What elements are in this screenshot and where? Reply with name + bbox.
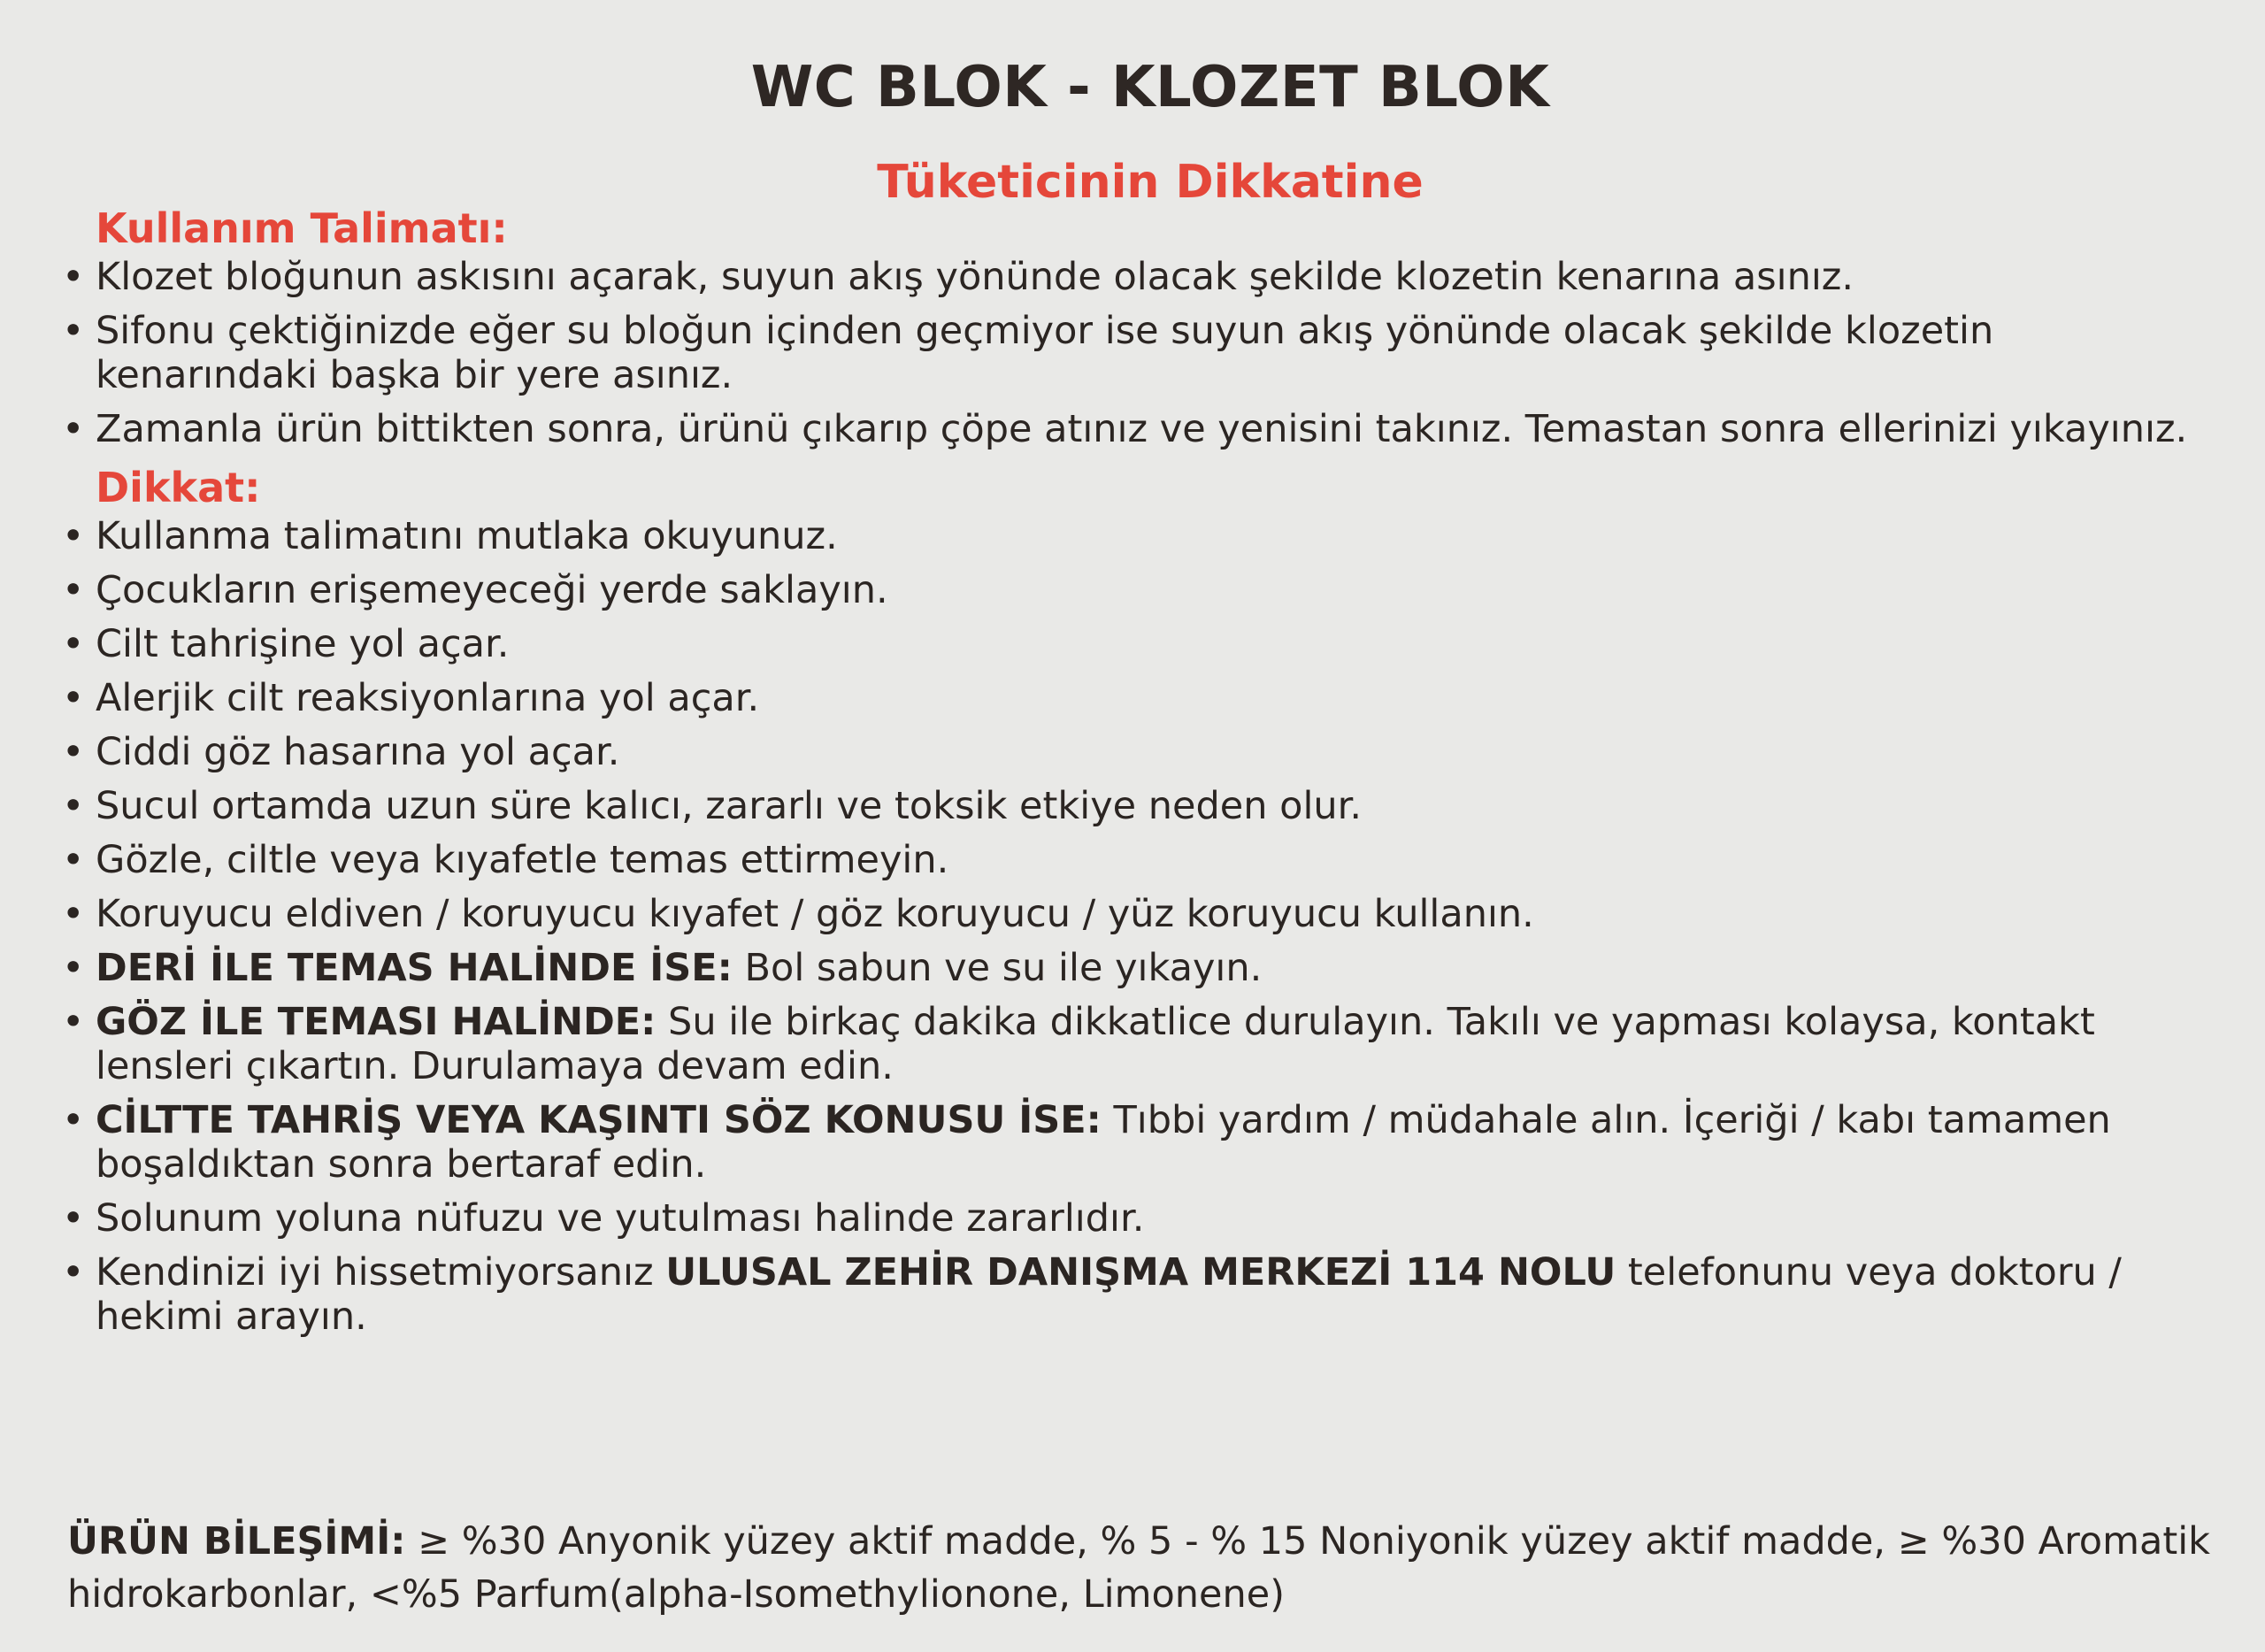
respiratory-item: • Solunum yoluna nüfuzu ve yutulması halinde zararlıdır.: [58, 1196, 2226, 1241]
skin-contact-item: [58, 946, 2226, 990]
list-item: • Sucul ortamda uzun süre kalıcı, zararlı ve toksik etkiye neden olur.: [58, 784, 2226, 828]
poison-center-item: [58, 1250, 2226, 1339]
label-content: [58, 202, 2226, 1348]
list-item: • Zamanla ürün bittikten sonra, ürünü çıkarıp çöpe atınız ve yenisini takınız. Temastan sonra ellerinizi yıkayınız.: [58, 407, 2226, 451]
skin-irritation-text: Tıbbi yardım / müdahale alın. İçeriği / kabı tamamen boşaldıktan sonra bertaraf edin.: [96, 1098, 2111, 1187]
usage-list: [58, 255, 2226, 451]
list-item: • Koruyucu eldiven / koruyucu kıyafet / göz koruyucu / yüz koruyucu kullanın.: [58, 892, 2226, 936]
usage-heading: Kullanım Talimatı:: [96, 204, 508, 252]
list-item: • Çocukların erişemeyeceği yerde saklayın.: [58, 568, 2226, 612]
consumer-notice-subtitle: Tüketicinin Dikkatine: [877, 156, 1424, 209]
product-composition: [67, 1515, 2217, 1621]
list-item: • Klozet bloğunun askısını açarak, suyun akış yönünde olacak şekilde klozetin kenarına asınız.: [58, 255, 2226, 299]
skin-irritation-item: [58, 1098, 2226, 1187]
warning-heading: Dikkat:: [96, 464, 261, 511]
product-title: WC BLOK - KLOZET BLOK: [750, 55, 1550, 120]
poison-center-name: ULUSAL ZEHİR DANIŞMA MERKEZİ 114 NOLU: [665, 1250, 1616, 1295]
list-item: • Cilt tahrişine yol açar.: [58, 622, 2226, 666]
poison-center-before: Kendinizi iyi hissetmiyorsanız: [96, 1250, 666, 1295]
eye-contact-label: GÖZ İLE TEMASI HALİNDE:: [96, 1000, 656, 1044]
list-item: • Ciddi göz hasarına yol açar.: [58, 730, 2226, 774]
poison-center-after: telefonunu veya doktoru / hekimi arayın.: [96, 1250, 2122, 1339]
eye-contact-text: Su ile birkaç dakika dikkatlice durulayın. Takılı ve yapması kolaysa, kontakt lensleri çıkartın. Durulamaya devam edin.: [96, 1000, 2095, 1088]
list-item: • Sifonu çektiğinizde eğer su bloğun içinden geçmiyor ise suyun akış yönünde olacak şekilde klozetin kenarındaki başka bir yere asınız.: [58, 309, 2226, 397]
list-item: • Kullanma talimatını mutlaka okuyunuz.: [58, 514, 2226, 558]
eye-contact-item: [58, 1000, 2226, 1088]
skin-irritation-label: CİLTTE TAHRİŞ VEYA KAŞINTI SÖZ KONUSU İSE:: [96, 1098, 1102, 1142]
skin-contact-text: Bol sabun ve su ile yıkayın.: [732, 946, 1263, 990]
list-item: • Gözle, ciltle veya kıyafetle temas ettirmeyin.: [58, 838, 2226, 882]
list-item: • Alerjik cilt reaksiyonlarına yol açar.: [58, 676, 2226, 720]
composition-text: ≥ %30 Anyonik yüzey aktif madde, % 5 - % 15 Noniyonik yüzey aktif madde, ≥ %30 Aromatik hidrokarbonlar, <%5 Parfum(alpha-Isomethylionone, Limonene): [67, 1519, 2211, 1617]
skin-contact-label: DERİ İLE TEMAS HALİNDE İSE:: [96, 946, 733, 990]
warning-list: [58, 514, 2226, 1339]
composition-label: ÜRÜN BİLEŞİMİ:: [67, 1519, 406, 1564]
